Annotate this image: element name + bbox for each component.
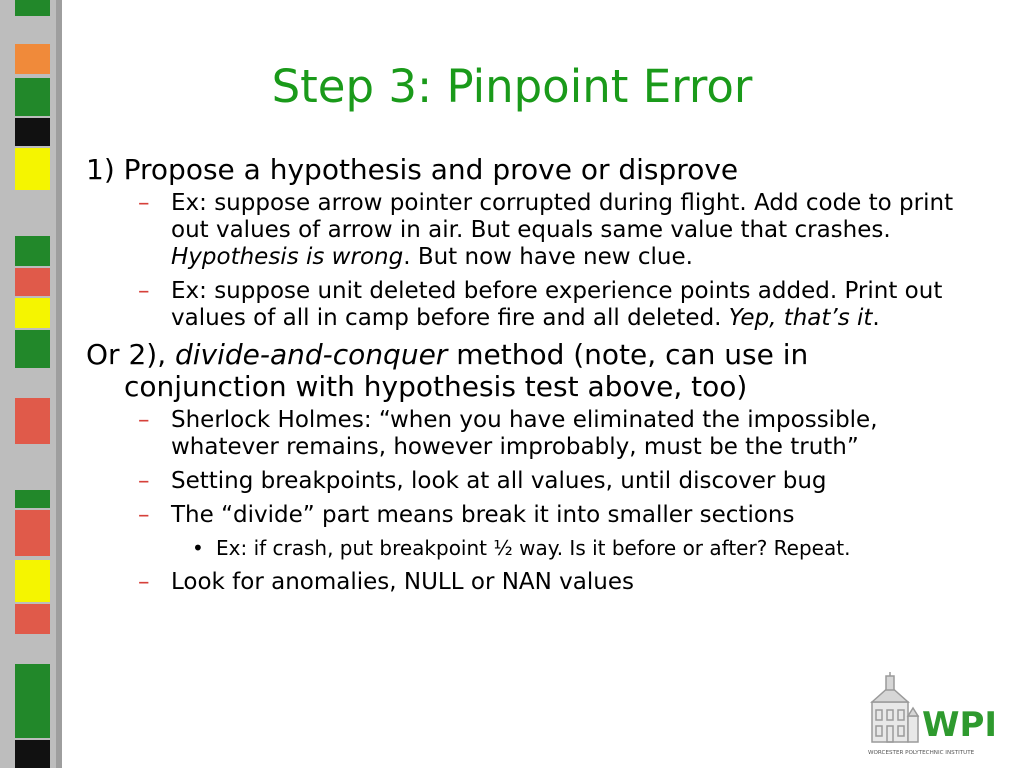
text-run: Ex: suppose arrow pointer corrupted during flight. Add code to print out values of arrow in air. But equals same value that crashes. xyxy=(171,190,954,243)
strip-block-red xyxy=(15,398,50,444)
strip-block-black xyxy=(15,118,50,146)
bullet-level2-arrow-example xyxy=(86,190,966,271)
dash-marker: – xyxy=(138,278,150,304)
bullet-level1-divide-and-conquer xyxy=(86,339,966,403)
strip-block-yellow xyxy=(15,560,50,602)
bullet-dot: • xyxy=(192,536,204,560)
strip-shadow xyxy=(56,0,62,768)
text-run: . But now have new clue. xyxy=(403,244,693,270)
strip-block-red xyxy=(15,268,50,296)
bullet-level2-anomalies xyxy=(86,569,966,596)
text-run: Ex: if crash, put breakpoint ½ way. Is it before or after? Repeat. xyxy=(216,536,851,560)
text-run: method (note, can use in conjunction with hypothesis test above, too) xyxy=(124,338,809,403)
text-run: . xyxy=(872,305,880,331)
strip-block-red xyxy=(15,510,50,556)
strip-block-black xyxy=(15,740,50,768)
bullet-level2-sherlock-quote xyxy=(86,407,966,461)
strip-block-yellow xyxy=(15,298,50,328)
strip-block-green xyxy=(15,236,50,266)
strip-block-green xyxy=(15,0,50,16)
wpi-logo-caption: WORCESTER POLYTECHNIC INSTITUTE xyxy=(868,750,975,756)
dash-marker: – xyxy=(138,190,150,216)
dash-marker: – xyxy=(138,468,150,494)
wpi-logo xyxy=(866,672,1014,758)
text-run: Ex: suppose unit deleted before experience points added. Print out values of all in camp before fire and all deleted. xyxy=(171,278,943,331)
strip-block-green xyxy=(15,330,50,368)
bullet-level2-breakpoints xyxy=(86,468,966,495)
dash-marker: – xyxy=(138,569,150,595)
bullet-level1-hypothesis: 1) Propose a hypothesis and prove or disprove xyxy=(86,153,739,186)
bullet-level3-crash-example xyxy=(86,536,966,560)
text-run: Setting breakpoints, look at all values, until discover bug xyxy=(171,468,827,494)
castle-building-icon xyxy=(872,672,918,742)
strip-block-yellow xyxy=(15,148,50,190)
bullet-level2-unit-example xyxy=(86,278,966,332)
strip-block-green xyxy=(15,490,50,508)
strip-block-green xyxy=(15,664,50,738)
text-run: Sherlock Holmes: “when you have eliminated the impossible, whatever remains, however improbably, must be the truth” xyxy=(171,407,878,460)
dash-marker: – xyxy=(138,407,150,433)
decorative-color-strip xyxy=(0,0,62,768)
dash-marker: – xyxy=(138,502,150,528)
italic-text-run: divide-and-conquer xyxy=(175,338,448,371)
text-run: Look for anomalies, NULL or NAN values xyxy=(171,569,634,595)
italic-text-run: Yep, that’s it xyxy=(728,305,873,331)
slide-body xyxy=(86,154,966,603)
text-run: Or 2), xyxy=(86,338,175,371)
strip-block-red xyxy=(15,604,50,634)
wpi-logo-text: WPI xyxy=(922,705,998,745)
italic-text-run: Hypothesis is wrong xyxy=(171,244,404,270)
bullet-level2-divide-part xyxy=(86,502,966,529)
slide-title: Step 3: Pinpoint Error xyxy=(271,60,753,113)
text-run: The “divide” part means break it into smaller sections xyxy=(171,502,795,528)
